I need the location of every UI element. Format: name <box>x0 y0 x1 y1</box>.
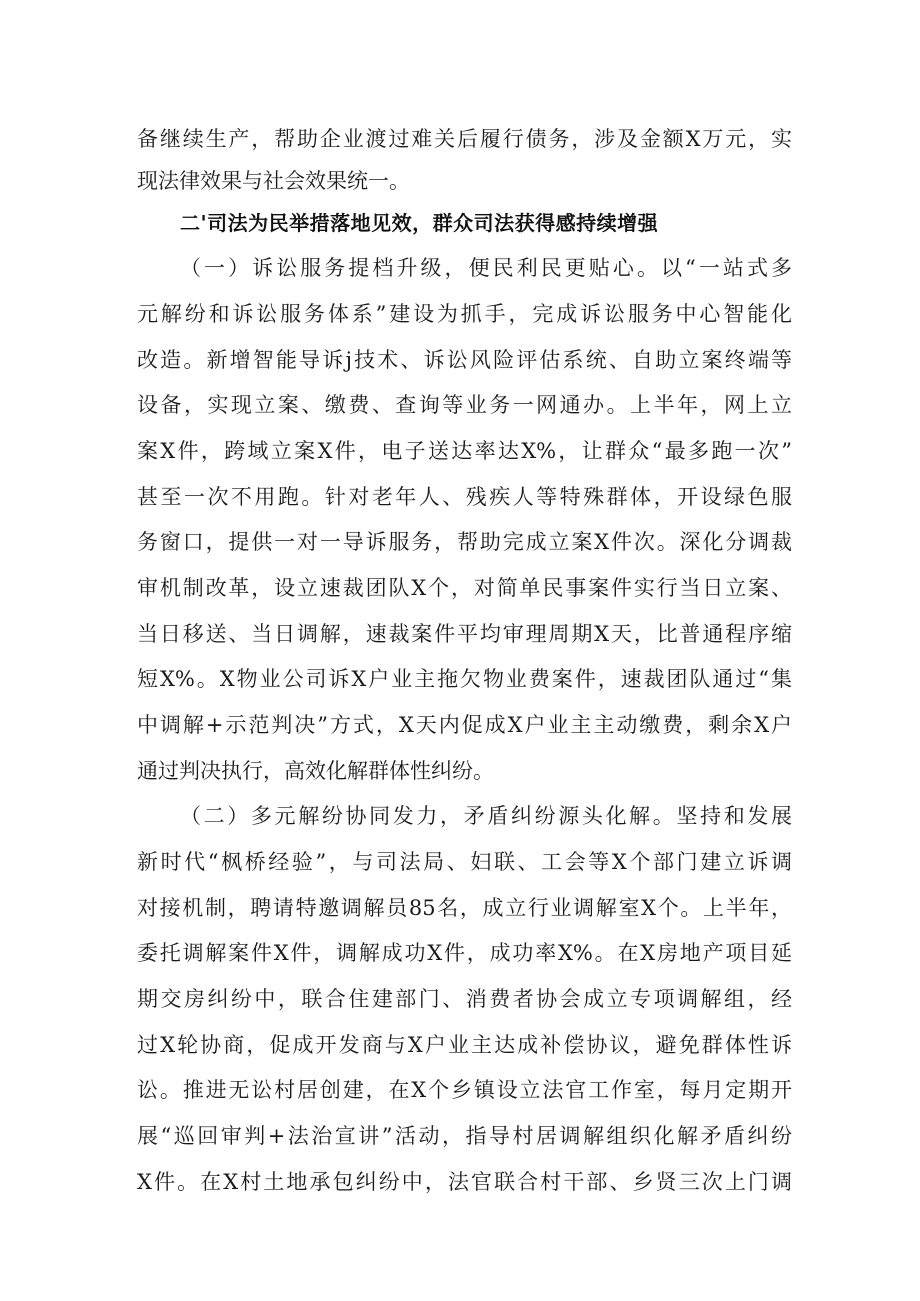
section-heading: 二'司法为民举措落地见效，群众司法获得感持续增强 <box>180 211 659 235</box>
text-line: 案X件，跨域立案X件，电子送达率达X%，让群众“最多跑一次” <box>137 439 792 463</box>
text-line: 讼。推进无讼村居创建，在X个乡镇设立法官工作室，每月定期开 <box>137 1078 792 1102</box>
text-line: 备继续生产，帮助企业渡过难关后履行债务，涉及金额X万元，实 <box>137 127 792 151</box>
text-line: 中调解+示范判决”方式，X天内促成X户业主主动缴费，剩余X户 <box>137 713 792 737</box>
text-line: X件。在X村土地承包纠纷中，法官联合村干部、乡贤三次上门调 <box>137 1170 792 1194</box>
text-line: 元解纷和诉讼服务体系”建设为抓手，完成诉讼服务中心智能化 <box>137 302 792 326</box>
text-line: 通过判决执行，高效化解群体性纠纷。 <box>137 759 494 783</box>
text-line: 对接机制，聘请特邀调解员85名，成立行业调解室X个。上半年， <box>137 896 792 920</box>
text-line: 务窗口，提供一对一导诉服务，帮助完成立案X件次。深化分调裁 <box>137 530 792 554</box>
text-line: 新时代“枫桥经验”，与司法局、妇联、工会等X个部门建立诉调 <box>137 850 792 874</box>
text-line: 现法律效果与社会效果统一。 <box>137 169 410 193</box>
text-line: 设备，实现立案、缴费、查询等业务一网通办。上半年，网上立 <box>137 393 792 417</box>
text-line: 改造。新增智能导诉j技术、诉讼风险评估系统、自助立案终端等 <box>137 348 792 372</box>
paragraph-2-first-line: （二）多元解纷协同发力，矛盾纠纷源头化解。坚持和发展 <box>180 804 792 828</box>
text-line: 展“巡回审判+法治宣讲”活动，指导村居调解组织化解矛盾纠纷 <box>137 1124 792 1148</box>
text-line: 短X%。X物业公司诉X户业主拖欠物业费案件，速裁团队通过“集 <box>137 667 792 691</box>
text-line: 委托调解案件X件，调解成功X件，成功率X%。在X房地产项目延 <box>137 941 792 965</box>
text-line: 审机制改革，设立速裁团队X个，对简单民事案件实行当日立案、 <box>137 576 792 600</box>
text-line: 期交房纠纷中，联合住建部门、消费者协会成立专项调解组，经 <box>137 987 792 1011</box>
text-line: 过X轮协商，促成开发商与X户业主达成补偿协议，避免群体性诉 <box>137 1033 792 1057</box>
text-line: 当日移送、当日调解，速裁案件平均审理周期X天，比普通程序缩 <box>137 622 792 646</box>
paragraph-1-first-line: （一）诉讼服务提档升级，便民利民更贴心。以“一站式多 <box>180 256 792 280</box>
text-line: 甚至一次不用跑。针对老年人、残疾人等特殊群体，开设绿色服 <box>137 485 792 509</box>
